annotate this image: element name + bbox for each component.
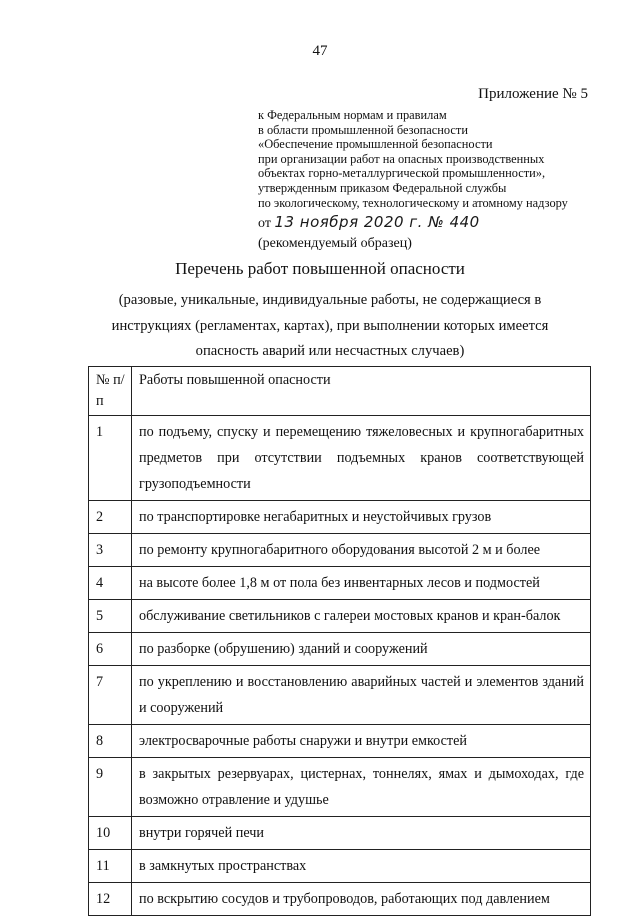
row-text: по транспортировке негабаритных и неустойчивых грузов — [132, 501, 591, 534]
row-text: по вскрытию сосудов и трубопроводов, работающих под давлением — [132, 883, 591, 916]
row-num: 7 — [89, 666, 132, 725]
approval-line: объектах горно-металлургической промышленности», — [258, 166, 546, 181]
row-text: по подъему, спуску и перемещению тяжеловесных и крупногабаритных предметов при отсутствии подъемных кранов соответствующей грузоподъемности — [132, 416, 591, 501]
row-text: по ремонту крупногабаритного оборудования высотой 2 м и более — [132, 534, 591, 567]
row-text: в закрытых резервуарах, цистернах, тоннелях, ямах и дымоходах, где возможно отравление и удушье — [132, 758, 591, 817]
page-number: 47 — [312, 43, 328, 59]
approval-line: утвержденным приказом Федеральной службы — [258, 180, 507, 195]
row-text: электросварочные работы снаружи и внутри емкостей — [132, 725, 591, 758]
handwritten-date: 13 ноября 2020 г. № 440 — [274, 213, 480, 232]
row-num: 2 — [89, 501, 132, 534]
table-row — [89, 883, 591, 916]
row-num: 9 — [89, 758, 132, 817]
row-num: 3 — [89, 534, 132, 567]
row-num: 4 — [89, 567, 132, 600]
approval-line: «Обеспечение промышленной безопасности — [258, 137, 493, 152]
order-date-line — [258, 211, 598, 235]
row-num: 8 — [89, 725, 132, 758]
table-row — [89, 567, 591, 600]
table-row — [89, 666, 591, 725]
date-prefix: от — [258, 216, 271, 232]
table-row — [89, 501, 591, 534]
table-row — [89, 758, 591, 817]
subtitle-line: инструкциях (регламентах, картах), при выполнении которых имеется — [111, 318, 549, 334]
row-text: внутри горячей печи — [132, 817, 591, 850]
row-num: 5 — [89, 600, 132, 633]
row-text: на высоте более 1,8 м от пола без инвентарных лесов и подмостей — [132, 567, 591, 600]
row-text: в замкнутых пространствах — [132, 850, 591, 883]
header-work: Работы повышенной опасности — [132, 367, 591, 416]
document-title: Перечень работ повышенной опасности — [175, 259, 465, 278]
table-row — [89, 725, 591, 758]
approval-line: при организации работ на опасных производственных — [258, 151, 545, 166]
approval-line: в области промышленной безопасности — [258, 122, 468, 137]
works-table — [88, 366, 591, 916]
row-num: 6 — [89, 633, 132, 666]
row-num: 11 — [89, 850, 132, 883]
sample-note: (рекомендуемый образец) — [258, 236, 412, 252]
table-row — [89, 416, 591, 501]
subtitle-line: (разовые, уникальные, индивидуальные работы, не содержащиеся в — [118, 292, 542, 308]
row-text: по укреплению и восстановлению аварийных частей и элементов зданий и сооружений — [132, 666, 591, 725]
table-row — [89, 534, 591, 567]
approval-line: к Федеральным нормам и правилам — [258, 108, 447, 122]
table-row — [89, 633, 591, 666]
approval-block — [258, 108, 598, 253]
table-header-row — [89, 367, 591, 416]
row-text: по разборке (обрушению) зданий и сооружений — [132, 633, 591, 666]
table-row — [89, 600, 591, 633]
row-num: 10 — [89, 817, 132, 850]
appendix-title: Приложение № 5 — [478, 86, 588, 102]
table-row — [89, 817, 591, 850]
row-num: 12 — [89, 883, 132, 916]
table-row — [89, 850, 591, 883]
row-num: 1 — [89, 416, 132, 501]
row-text: обслуживание светильников с галереи мостовых кранов и кран-балок — [132, 600, 591, 633]
header-num: № п/п — [89, 367, 132, 416]
approval-line: по экологическому, технологическому и атомному надзору — [258, 195, 568, 210]
subtitle-line: опасность аварий или несчастных случаев) — [195, 343, 465, 359]
